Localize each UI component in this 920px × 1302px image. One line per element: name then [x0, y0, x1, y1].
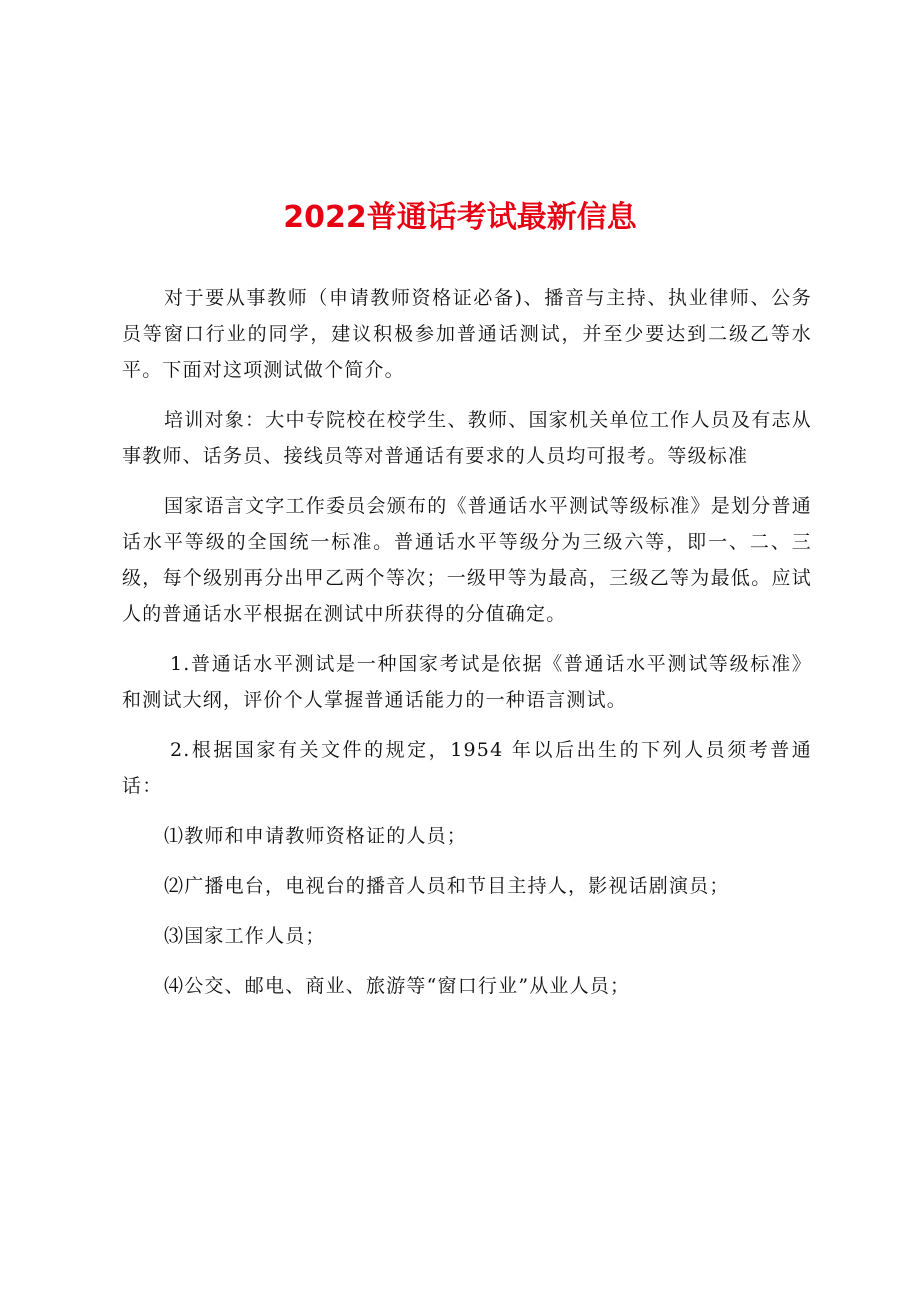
- document-title: 2022普通话考试最新信息: [283, 200, 637, 235]
- list-item: ⑴教师和申请教师资格证的人员；: [164, 825, 468, 847]
- list-item: ⑶国家工作人员；: [164, 925, 326, 947]
- list-item: ⑵广播电台，电视台的播音人员和节目主持人，影视话剧演员；: [164, 875, 730, 897]
- paragraph-point-1: 1.普通话水平测试是一种国家考试是依据《普通话水平测试等级标准》和测试大纲，评价个人掌握普通话能力的一种语言测试。: [122, 653, 812, 711]
- document-body: [122, 280, 812, 1018]
- paragraph-intro: 对于要从事教师（申请教师资格证必备)、播音与主持、执业律师、公务员等窗口行业的同学，建议积极参加普通话测试，并至少要达到二级乙等水平。下面对这项测试做个简介。: [122, 287, 812, 381]
- paragraph-training-target: 培训对象：大中专院校在校学生、教师、国家机关单位工作人员及有志从事教师、话务员、接线员等对普通话有要求的人员均可报考。等级标准: [122, 409, 812, 467]
- list-item: ⑷公交、邮电、商业、旅游等“窗口行业”从业人员；: [164, 975, 631, 997]
- paragraph-point-2: 2.根据国家有关文件的规定，1954 年以后出生的下列人员须考普通话：: [122, 739, 812, 797]
- paragraph-grade-standard: 国家语言文字工作委员会颁布的《普通话水平测试等级标准》是划分普通话水平等级的全国统一标准。普通话水平等级分为三级六等，即一、二、三级，每个级别再分出甲乙两个等次；一级甲等为最高，三级乙等为最低。应试人的普通话水平根据在测试中所获得的分值确定。: [122, 495, 812, 625]
